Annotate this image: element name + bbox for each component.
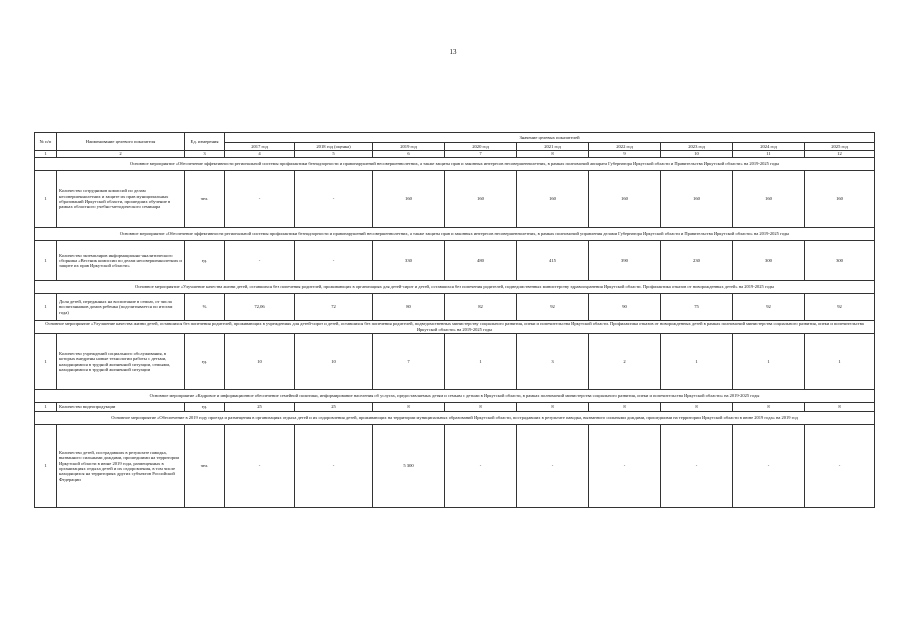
indicator-value: 8 — [805, 403, 875, 412]
indicator-value: 160 — [733, 171, 805, 228]
indicator-name: Количество детей, пострадавших в результате паводка, вызванного сильными дождями, прошедшими на территории Иркутской области в июне 2019 года, размещенных в организациях отдыха детей и их оздоровления, в том числе находящихся на территориях других субъектов Российской Федерации — [57, 425, 185, 508]
indicator-value: 80 — [373, 294, 445, 321]
indicator-value: 1 — [733, 334, 805, 390]
indicator-value: - — [661, 425, 733, 508]
indicator-value: - — [517, 425, 589, 508]
page-number: 13 — [449, 48, 457, 56]
section-row — [35, 321, 875, 334]
indicator-value: 5 300 — [373, 425, 445, 508]
section-row — [35, 281, 875, 294]
indicator-name: Количество экземпляров информационно-аналитического сборника «Вестник комиссии по делам несовершеннолетних и защите их прав Иркутской области» — [57, 241, 185, 281]
column-number: 10 — [661, 151, 733, 158]
header-year: 2022 год — [589, 143, 661, 151]
indicator-value: 7 — [373, 334, 445, 390]
header-num: № п/п — [35, 133, 57, 151]
indicator-value: - — [225, 241, 295, 281]
indicator-name: Доля детей, переданных на воспитание в семью, от числа воспитанников домов ребенка (подсчитывается по итогам года) — [57, 294, 185, 321]
indicator-value: 480 — [445, 241, 517, 281]
indicator-value: 90 — [589, 294, 661, 321]
indicator-unit: ед. — [185, 334, 225, 390]
indicator-value: 415 — [517, 241, 589, 281]
column-number: 12 — [805, 151, 875, 158]
indicator-value: 1 — [661, 334, 733, 390]
indicator-value: 8 — [373, 403, 445, 412]
indicator-value: 92 — [733, 294, 805, 321]
indicator-unit: ед. — [185, 241, 225, 281]
indicator-value: 160 — [661, 171, 733, 228]
header-name: Наименование целевого показателя — [57, 133, 185, 151]
indicator-name: Количество видеопродукции — [57, 403, 185, 412]
indicator-value: - — [445, 425, 517, 508]
header-year: 2025 год — [805, 143, 875, 151]
row-number: 1 — [35, 403, 57, 412]
row-number: 1 — [35, 171, 57, 228]
indicator-row — [35, 425, 875, 508]
indicator-value: 92 — [805, 294, 875, 321]
indicator-value: 75 — [661, 294, 733, 321]
section-title: Основное мероприятие «Обеспечение эффективности региональной системы профилактики безнадзорности и правонарушений несовершеннолетних, а также защиты прав и законных интересов несовершеннолетних, в рамках полномочий управления делами Губернатора Иркутской области и Правительства Иркутской области» на 2019-2025 годы — [35, 228, 875, 241]
indicator-row — [35, 294, 875, 321]
section-title: Основное мероприятие «Обеспечение эффективности региональной системы профилактики безнадзорности и правонарушений несовершеннолетних, а также защиты прав и законных интересов несовершеннолетних, в рамках полномочий аппарата Губернатора Иркутской области и Правительства Иркутской области» на 2019-2025 годы — [35, 158, 875, 171]
indicator-row — [35, 241, 875, 281]
indicator-value: 92 — [517, 294, 589, 321]
indicator-value: 230 — [661, 241, 733, 281]
indicator-value: 160 — [517, 171, 589, 228]
row-number: 1 — [35, 241, 57, 281]
indicator-value: 25 — [295, 403, 373, 412]
section-title: Основное мероприятие «Обеспечение в 2019 году проезда и размещения в организациях отдыха детей и их оздоровления детей, проживающих на территории муниципальных образований Иркутской области, пострадавших в результате паводка, вызванного сильными дождями, прошедшими на территории Иркутской области в июне 2019 года» на 2019 год — [35, 412, 875, 425]
indicator-value: 160 — [589, 171, 661, 228]
header-year: 2019 год — [373, 143, 445, 151]
indicator-value: 8 — [445, 403, 517, 412]
section-title: Основное мероприятие «Кадровое и информационное обеспечение семейной политики, информирование населения об услугах, предоставляемых детям и семьям с детьми в Иркутской области, в рамках полномочий министерства социального развития, опеки и попечительства Иркутской области» на 2019-2025 годы — [35, 390, 875, 403]
header-year: 2017 год — [225, 143, 295, 151]
header-year: 2021 год — [517, 143, 589, 151]
indicator-value: 82 — [445, 294, 517, 321]
column-number: 9 — [589, 151, 661, 158]
indicator-value: 8 — [733, 403, 805, 412]
indicator-value: - — [733, 425, 805, 508]
section-title: Основное мероприятие «Улучшение качества жизни детей, оставшихся без попечения родителей, проживающих в учреждениях для детей-сирот и детей, оставшихся без попечения родителей, подведомственных министерству социального развития, опеки и попечительства Иркутской области. Профилактика отказов от новорожденных детей в рамках полномочий министерства социального развития, опеки и попечительства Иркутской области» на 2019-2025 годы — [35, 321, 875, 334]
indicator-unit: чел. — [185, 171, 225, 228]
row-number: 1 — [35, 425, 57, 508]
section-title: Основное мероприятие «Улучшение качества жизни детей, оставшихся без попечения родителей, проживающих в организациях для детей-сирот и детей, оставшихся без попечения родителей, подведомственных министерству здравоохранения Иркутской области. Профилактика отказов от новорожденных детей» на 2019-2025 годы — [35, 281, 875, 294]
indicator-value: 1 — [805, 334, 875, 390]
indicator-value: 300 — [733, 241, 805, 281]
row-number: 1 — [35, 334, 57, 390]
section-row — [35, 158, 875, 171]
indicator-value: 2 — [589, 334, 661, 390]
indicator-value: 72 — [295, 294, 373, 321]
indicator-row — [35, 171, 875, 228]
indicator-unit: ед. — [185, 403, 225, 412]
section-row — [35, 228, 875, 241]
indicator-value: 330 — [373, 241, 445, 281]
column-number: 5 — [295, 151, 373, 158]
section-row — [35, 412, 875, 425]
indicator-value: 160 — [373, 171, 445, 228]
indicator-value: 8 — [517, 403, 589, 412]
indicator-value: 3 — [517, 334, 589, 390]
column-number: 3 — [185, 151, 225, 158]
column-number: 8 — [517, 151, 589, 158]
row-number: 1 — [35, 294, 57, 321]
indicator-row — [35, 403, 875, 412]
indicator-value: - — [295, 171, 373, 228]
indicator-value: 160 — [445, 171, 517, 228]
indicator-value: - — [805, 425, 875, 508]
indicator-value: - — [589, 425, 661, 508]
header-year: 2018 год (оценка) — [295, 143, 373, 151]
column-number: 4 — [225, 151, 295, 158]
indicator-value: 10 — [295, 334, 373, 390]
indicator-value: - — [225, 171, 295, 228]
column-number: 2 — [57, 151, 185, 158]
column-number: 7 — [445, 151, 517, 158]
indicator-name: Количество сотрудников комиссий по делам несовершеннолетних и защите их прав муниципальных образований Иркутской области, прошедших обучение в рамках областного учебно-методического семинара — [57, 171, 185, 228]
indicator-value: 1 — [445, 334, 517, 390]
indicator-value: 390 — [589, 241, 661, 281]
header-year: 2023 год — [661, 143, 733, 151]
column-number: 6 — [373, 151, 445, 158]
column-number: 1 — [35, 151, 57, 158]
column-number: 11 — [733, 151, 805, 158]
indicator-name: Количество учреждений социального обслуживания, в которых внедрены новые технологии работы с детьми, находящимися в трудной жизненной ситуации, семьями, находящимися в трудной жизненной ситуации — [57, 334, 185, 390]
indicator-unit: чел. — [185, 425, 225, 508]
indicator-value: - — [295, 241, 373, 281]
target-indicators-table — [34, 132, 875, 508]
header-year: 2024 год — [733, 143, 805, 151]
indicator-value: 8 — [661, 403, 733, 412]
indicator-value: 10 — [225, 334, 295, 390]
indicator-value: - — [225, 425, 295, 508]
indicator-value: - — [295, 425, 373, 508]
section-row — [35, 390, 875, 403]
header-year: 2020 год — [445, 143, 517, 151]
indicator-value: 300 — [805, 241, 875, 281]
indicator-value: 25 — [225, 403, 295, 412]
header-values-group: Значение целевых показателей — [225, 133, 875, 143]
indicator-value: 72,06 — [225, 294, 295, 321]
indicator-unit: % — [185, 294, 225, 321]
indicator-value: 8 — [589, 403, 661, 412]
indicator-value: 160 — [805, 171, 875, 228]
indicator-row — [35, 334, 875, 390]
header-unit: Ед. измерения — [185, 133, 225, 151]
